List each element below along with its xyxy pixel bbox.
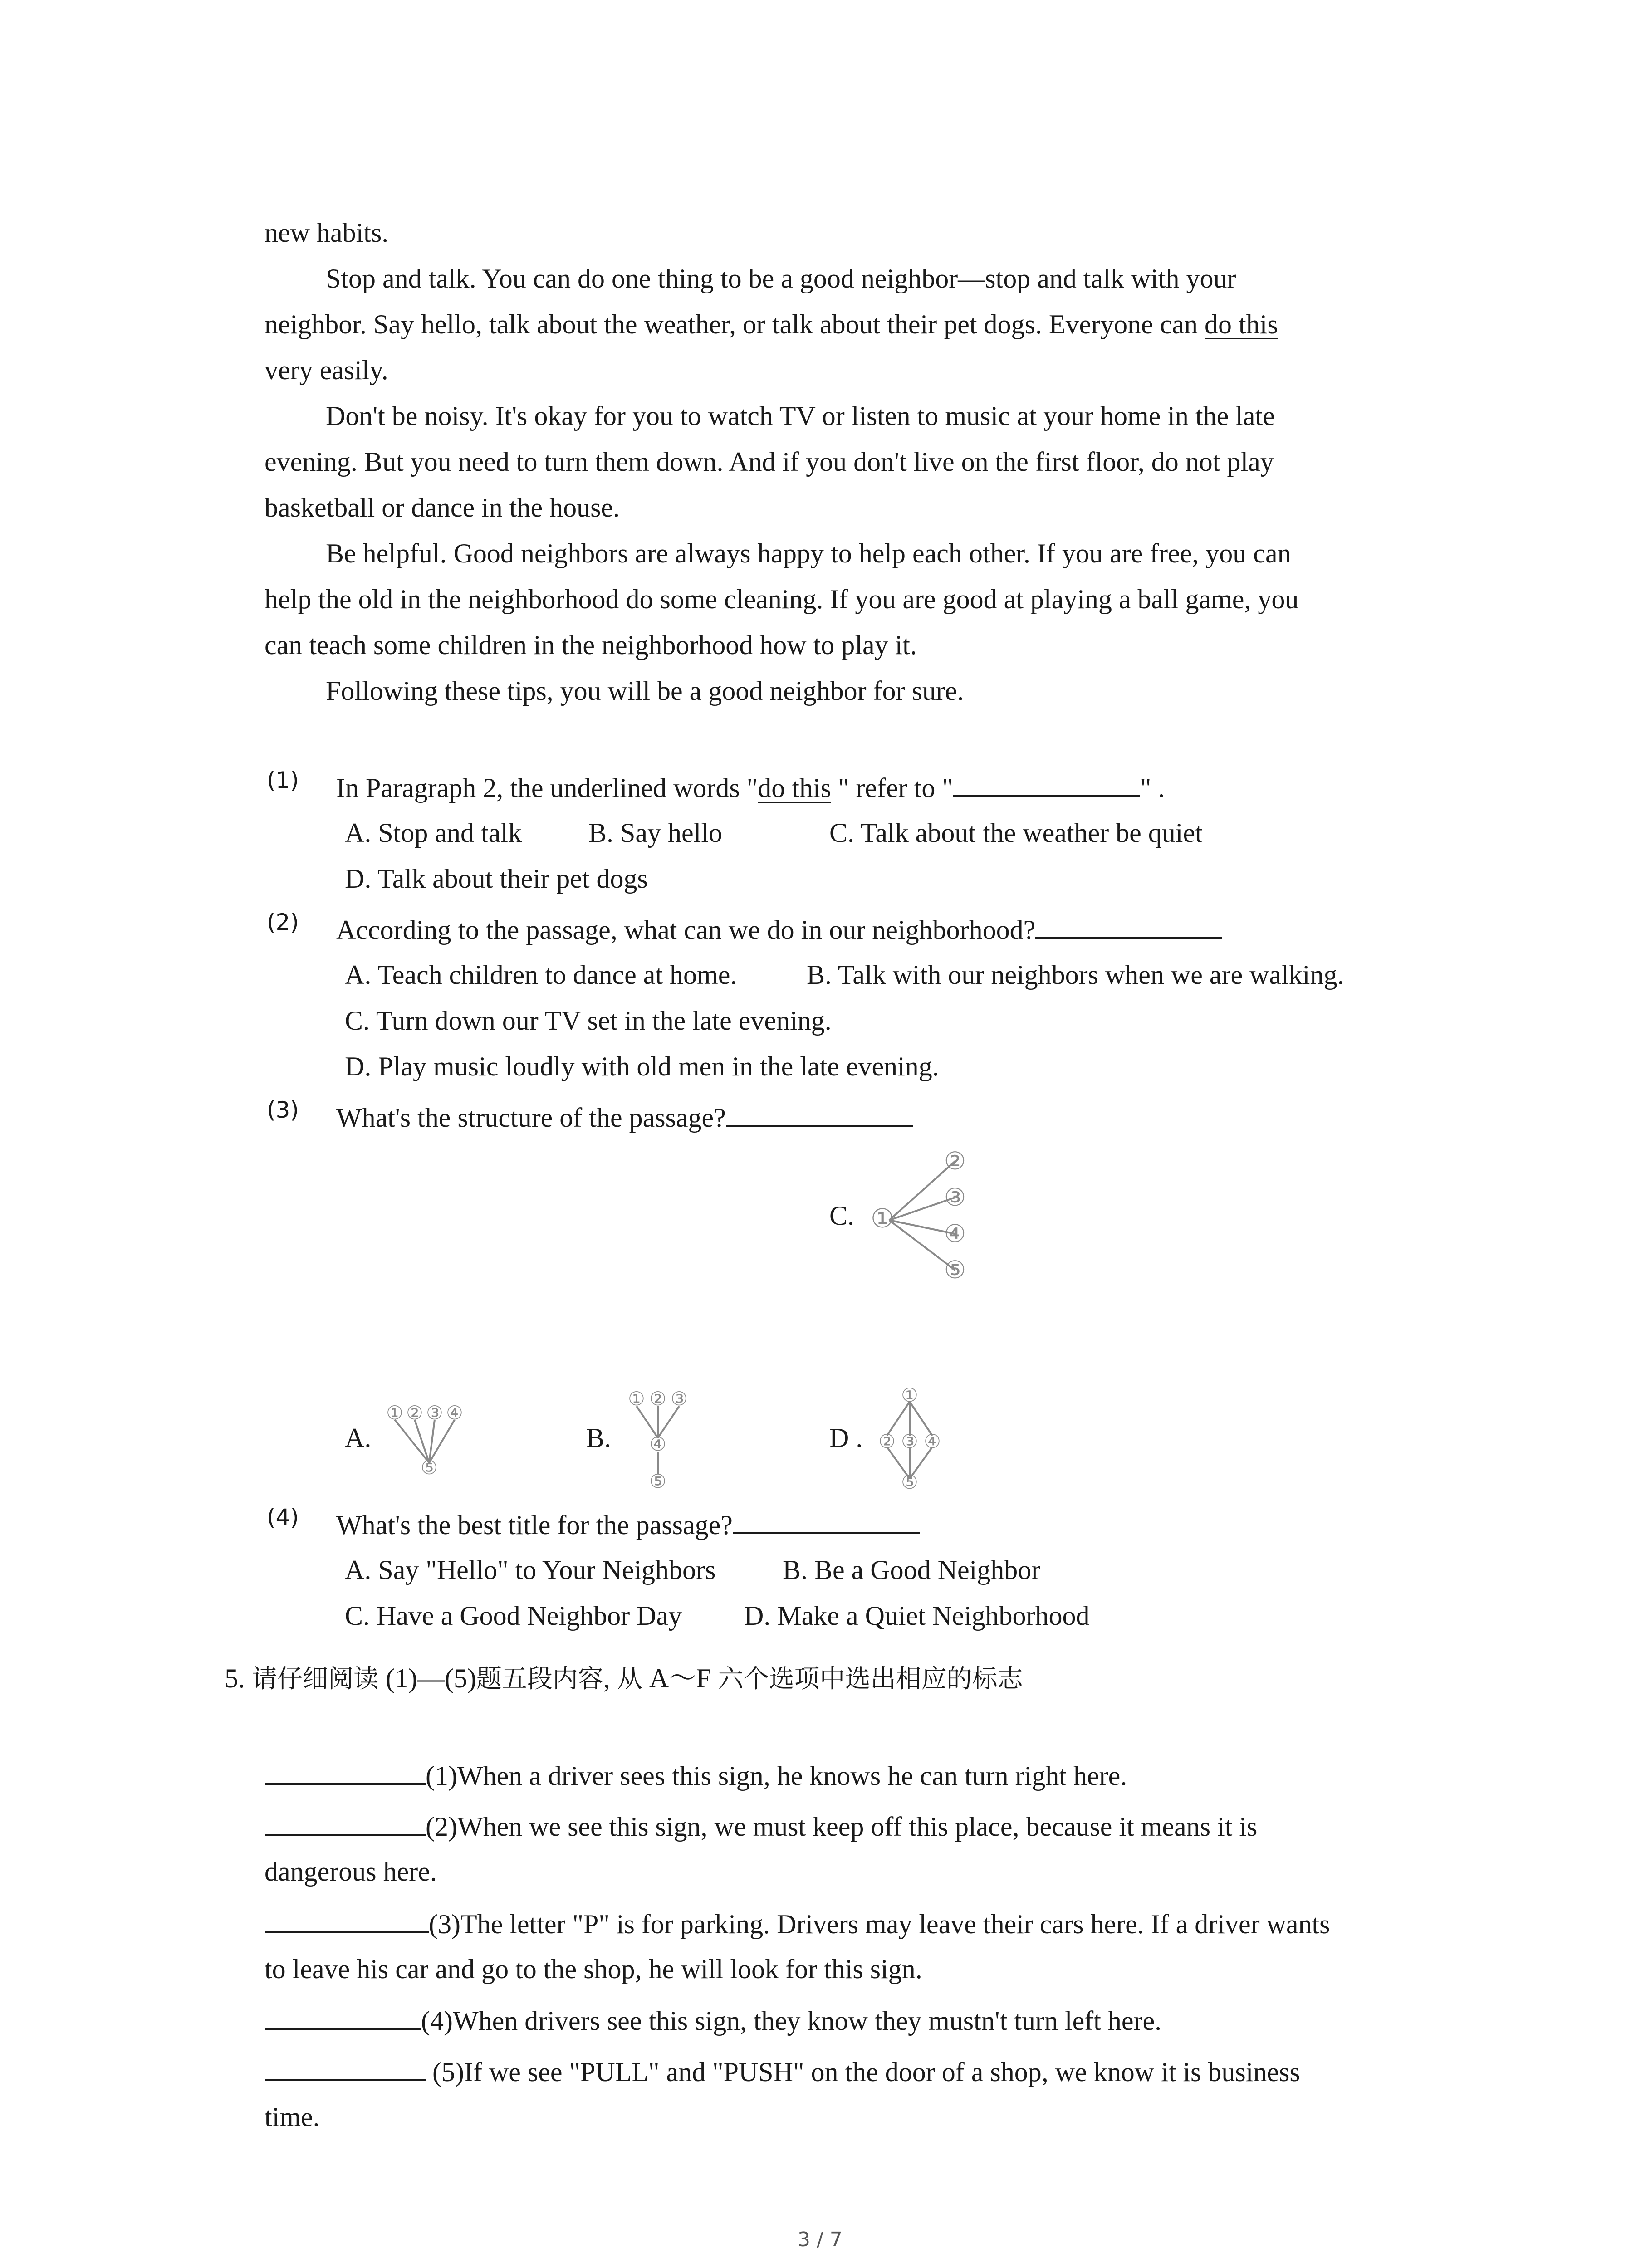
option-a: A. — [345, 1423, 372, 1453]
circled-number-1: ① — [901, 1384, 918, 1406]
underlined-phrase: do this — [1205, 309, 1278, 339]
circled-number-2: ② — [878, 1430, 896, 1452]
passage-line: new habits. — [265, 218, 389, 248]
passage-line: time. — [265, 2102, 320, 2132]
circled-number-5: ⑤ — [649, 1470, 666, 1492]
stem-text: In Paragraph 2, the underlined words " — [336, 773, 758, 803]
circled-number-4: ④ — [649, 1433, 666, 1455]
sign-item — [265, 1761, 1127, 1789]
item-text: (4)When drivers see this sign, they know they mustn't turn left here. — [421, 2006, 1162, 2036]
sign-item — [265, 2058, 1300, 2086]
item-text: (2)When we see this sign, we must keep off this place, because it means it is — [426, 1812, 1258, 1842]
passage-line: to leave his car and go to the shop, he will look for this sign. — [265, 1954, 922, 1984]
circled-number-2: ② — [944, 1147, 966, 1175]
structure-diagram-c — [862, 1139, 998, 1297]
circled-number-4: ④ — [944, 1219, 966, 1248]
option-b: B. Say hello — [588, 818, 722, 848]
passage-line: Following these tips, you will be a good neighbor for sure. — [326, 676, 964, 706]
underlined-phrase: do this — [758, 773, 831, 803]
answer-blank[interactable] — [265, 2058, 426, 2081]
question-stem — [336, 773, 1165, 802]
passage-text: neighbor. Say hello, talk about the weather, or talk about their pet dogs. Everyone can — [265, 309, 1205, 339]
answer-blank[interactable] — [1035, 915, 1222, 939]
option-d: D . — [829, 1423, 863, 1453]
heading-cn: 题五段内容 — [476, 1664, 603, 1694]
stem-text: " . — [1140, 773, 1165, 803]
passage-line: Don't be noisy. It's okay for you to watch TV or listen to music at your home in the late — [326, 401, 1275, 431]
item-text: (1)When a driver sees this sign, he knows he can turn right here. — [426, 1761, 1127, 1791]
stem-text: What's the best title for the passage? — [336, 1510, 733, 1540]
page-number: 3 / 7 — [798, 2228, 843, 2251]
sign-item — [265, 1910, 1330, 1938]
passage-line: help the old in the neighborhood do some cleaning. If you are good at playing a ball game, you — [265, 584, 1299, 614]
passage-line: evening. But you need to turn them down. And if you don't live on the first floor, do not play — [265, 447, 1274, 477]
heading-range: A～F — [642, 1663, 718, 1693]
answer-blank[interactable] — [265, 1812, 426, 1836]
section-number: 5. — [225, 1663, 245, 1693]
circled-number-5: ⑤ — [421, 1457, 438, 1479]
heading-cn: 六个选项中选出相应的标志 — [718, 1664, 1023, 1694]
question-number: (2) — [267, 909, 299, 935]
structure-diagram-a — [385, 1399, 475, 1481]
answer-blank[interactable] — [265, 2006, 421, 2030]
passage-line: dangerous here. — [265, 1857, 437, 1887]
question-number: (1) — [267, 767, 299, 793]
stem-text: According to the passage, what can we do in our neighborhood? — [336, 915, 1036, 945]
circled-number-4: ④ — [924, 1430, 941, 1452]
circled-number-1: ① — [628, 1388, 645, 1410]
option-b: B. Be a Good Neighbor — [783, 1555, 1041, 1585]
question-stem — [336, 915, 1222, 943]
question-stem — [336, 1103, 913, 1131]
item-text: (5)If we see "PULL" and "PUSH" on the door of a shop, we know it is business — [426, 2057, 1300, 2087]
answer-blank[interactable] — [953, 773, 1140, 797]
option-b: B. — [586, 1423, 612, 1453]
section-heading — [225, 1665, 1023, 1692]
circled-number-2: ② — [649, 1388, 666, 1410]
heading-range: (1)—(5) — [379, 1663, 476, 1693]
circled-number-1: ① — [386, 1402, 403, 1424]
option-a: A. Teach children to dance at home. — [345, 960, 737, 990]
passage-line: can teach some children in the neighborhood how to play it. — [265, 630, 917, 660]
option-c: C. — [829, 1201, 855, 1231]
circled-number-3: ③ — [671, 1388, 688, 1410]
heading-comma: , — [603, 1663, 617, 1693]
passage-line: very easily. — [265, 355, 388, 385]
option-b: B. Talk with our neighbors when we are walking. — [807, 960, 1344, 990]
option-d: D. Talk about their pet dogs — [345, 864, 648, 894]
option-d: D. Play music loudly with old men in the late evening. — [345, 1051, 939, 1081]
sign-item — [265, 1812, 1257, 1840]
circled-number-5: ⑤ — [901, 1471, 918, 1493]
circled-number-5: ⑤ — [944, 1256, 966, 1284]
passage-line — [265, 311, 1278, 338]
answer-blank[interactable] — [726, 1103, 913, 1127]
question-number: (4) — [267, 1504, 299, 1530]
option-c: C. Have a Good Neighbor Day — [345, 1601, 682, 1631]
circled-number-1: ① — [871, 1203, 894, 1234]
answer-blank[interactable] — [733, 1510, 920, 1534]
option-a: A. Stop and talk — [345, 818, 522, 848]
circled-number-4: ④ — [446, 1402, 463, 1424]
stem-text: " refer to " — [831, 773, 953, 803]
circled-number-3: ③ — [426, 1402, 443, 1424]
option-d: D. Make a Quiet Neighborhood — [744, 1601, 1090, 1631]
passage-line: Be helpful. Good neighbors are always happy to help each other. If you are free, you can — [326, 538, 1291, 568]
sign-item — [265, 2006, 1161, 2034]
option-a: A. Say "Hello" to Your Neighbors — [345, 1555, 716, 1585]
option-c: C. Talk about the weather be quiet — [829, 818, 1203, 848]
passage-line: Stop and talk. You can do one thing to be a good neighbor—stop and talk with your — [326, 264, 1236, 293]
structure-diagram-b — [624, 1388, 696, 1492]
item-text: (3)The letter "P" is for parking. Drivers may leave their cars here. If a driver wants — [429, 1909, 1330, 1939]
answer-blank[interactable] — [265, 1910, 429, 1933]
heading-cn: 请仔细阅读 — [252, 1664, 379, 1694]
circled-number-2: ② — [406, 1402, 423, 1424]
stem-text: What's the structure of the passage? — [336, 1103, 726, 1133]
heading-cn: 从 — [617, 1664, 642, 1694]
option-c: C. Turn down our TV set in the late evening. — [345, 1006, 832, 1036]
circled-number-3: ③ — [944, 1183, 966, 1212]
question-number: (3) — [267, 1097, 299, 1123]
answer-blank[interactable] — [265, 1761, 426, 1785]
circled-number-3: ③ — [901, 1430, 918, 1452]
structure-diagram-d — [873, 1383, 950, 1492]
passage-line: basketball or dance in the house. — [265, 493, 620, 523]
question-stem — [336, 1510, 920, 1539]
